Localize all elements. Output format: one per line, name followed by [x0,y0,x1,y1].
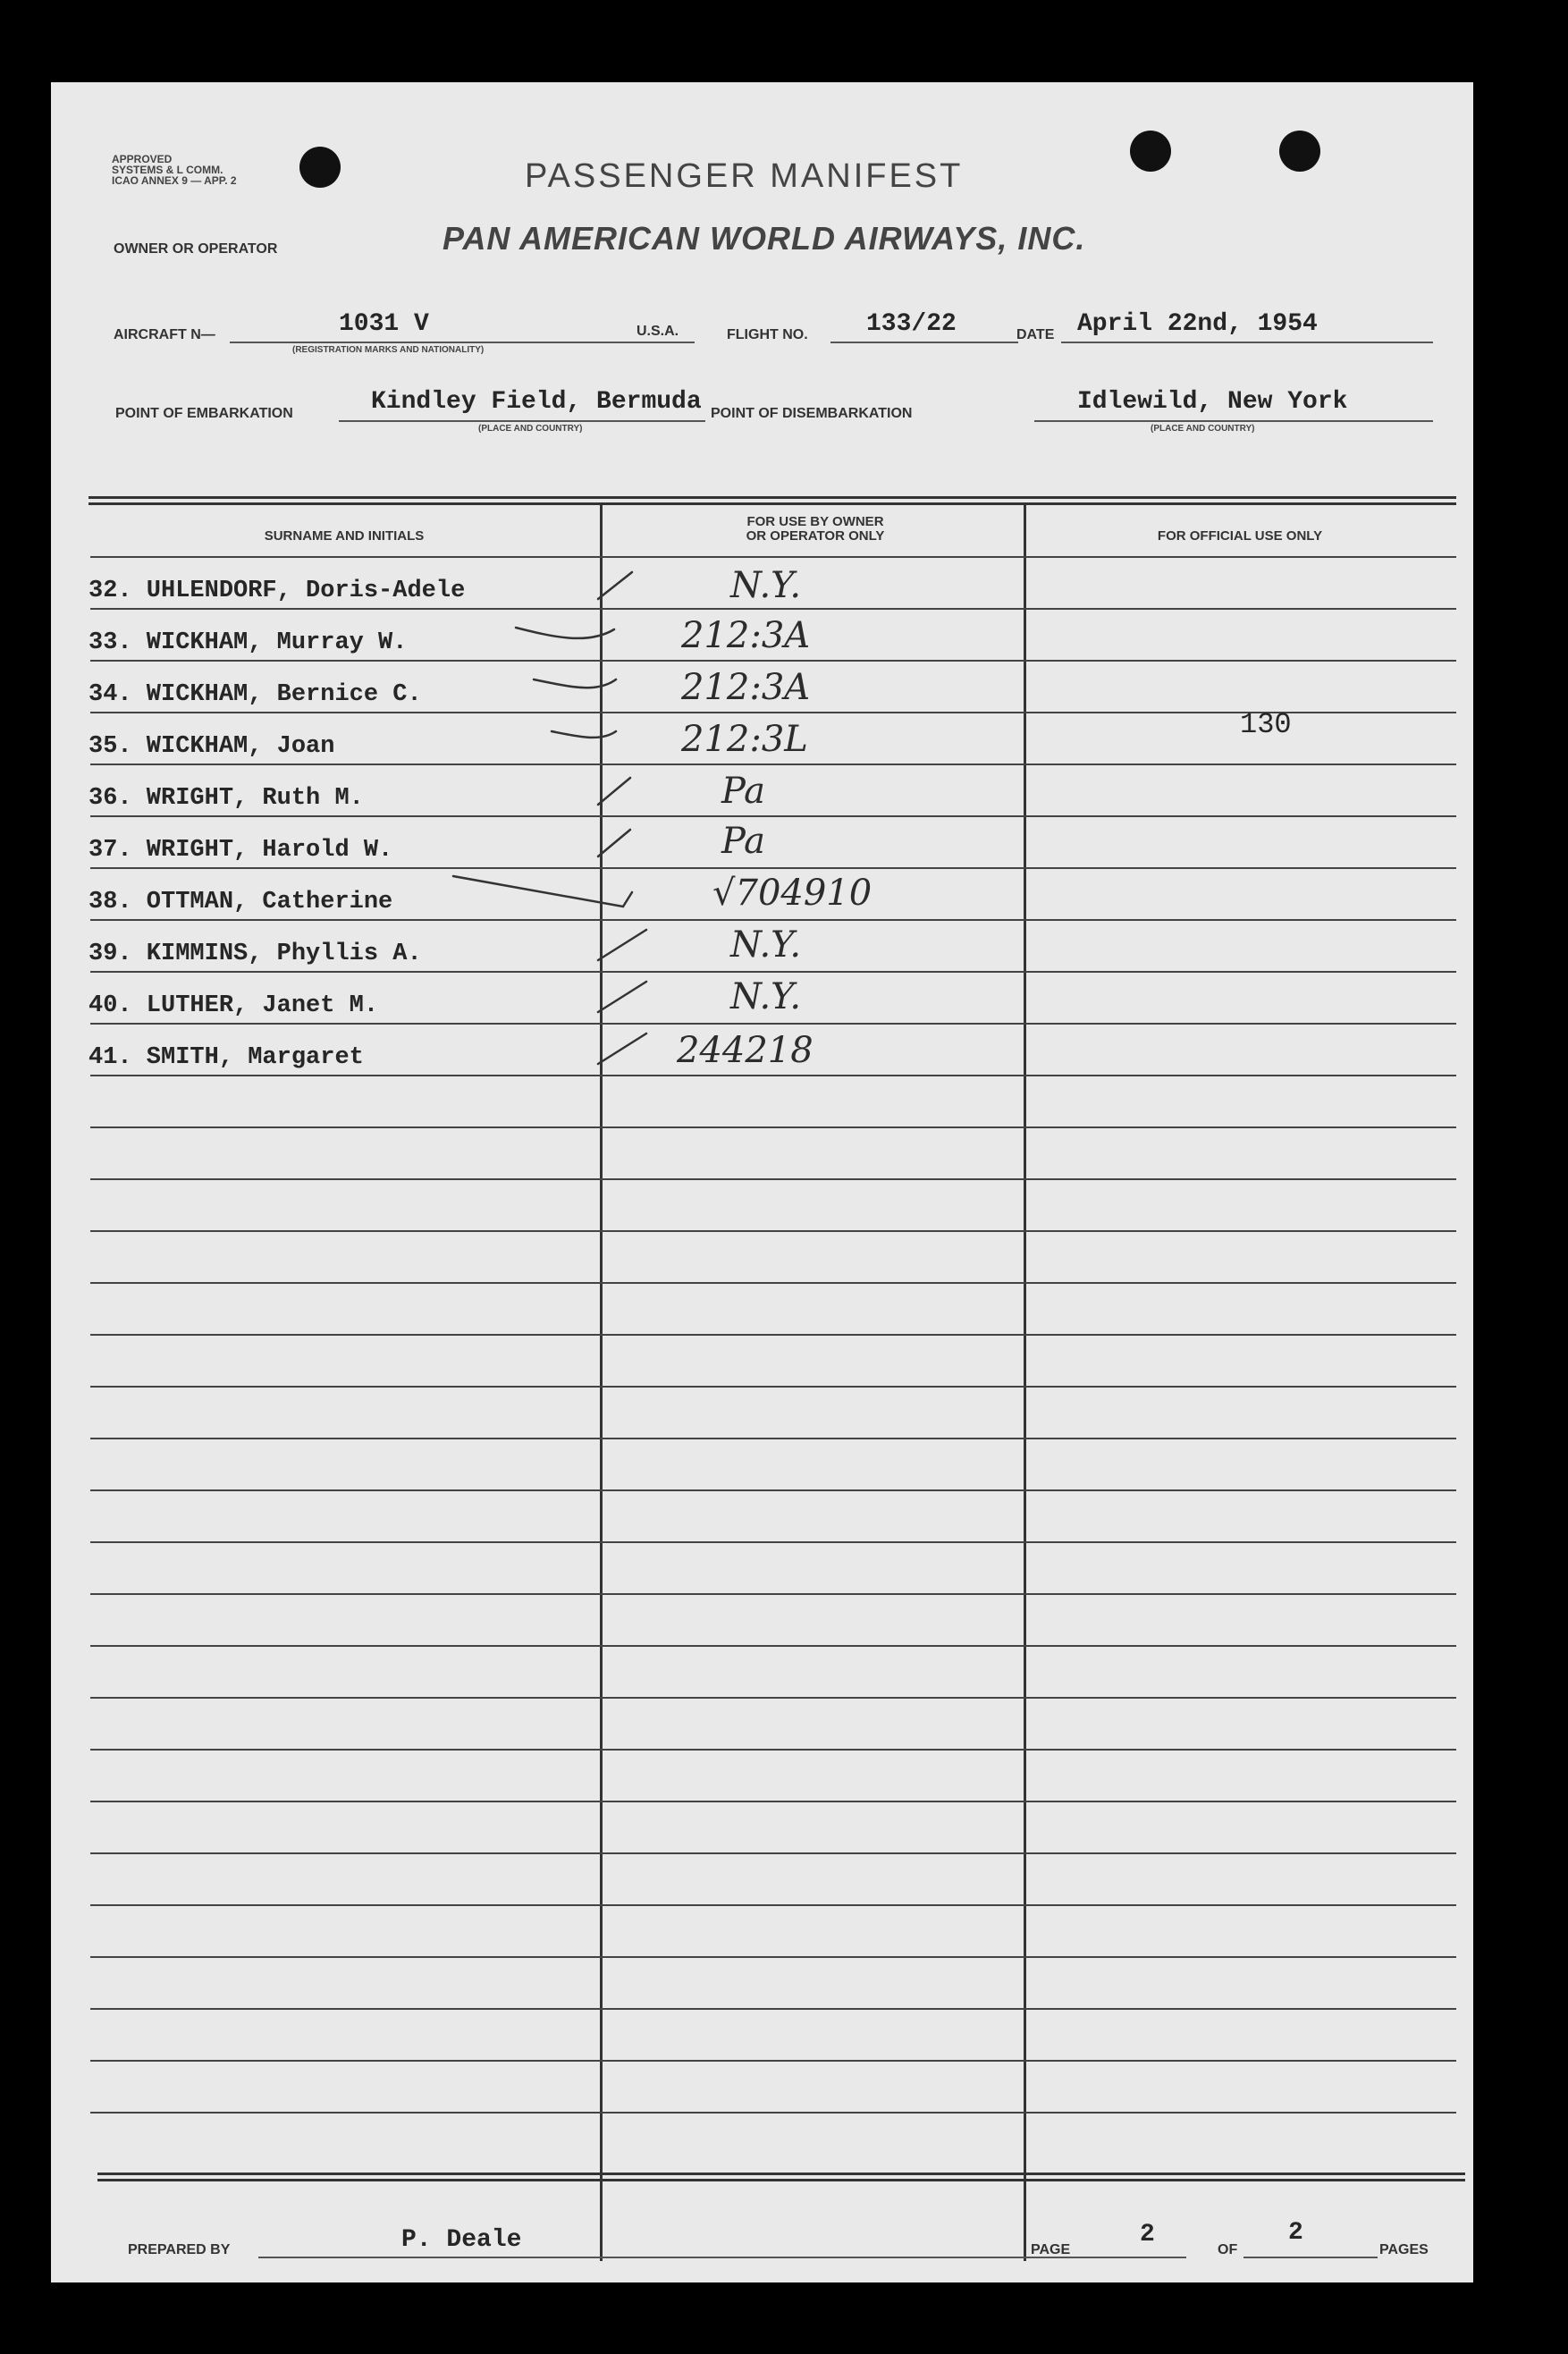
ruled-line [90,1282,1456,1284]
approval-line-3: ICAO ANNEX 9 — APP. 2 [112,174,237,187]
owner-note: 212:3A [681,667,811,708]
check-mark [598,830,630,856]
passenger-name: 32. UHLENDORF, Doris-Adele [89,578,466,604]
page-value: 2 [1140,2221,1155,2249]
check-mark [453,876,632,907]
owner-note: N.Y. [730,976,802,1017]
page-label: PAGE [1031,2242,1071,2257]
official-use-value: 130 [1240,708,1292,741]
check-mark [598,778,630,805]
column-header-surname: SURNAME AND INITIALS [264,528,425,544]
column-header-official: FOR OFFICIAL USE ONLY [1157,528,1323,544]
disembarkation-value: Idlewild, New York [1077,388,1348,416]
aircraft-label: AIRCRAFT N— [114,327,215,342]
embarkation-value: Kindley Field, Bermuda [371,388,702,416]
company-name: PAN AMERICAN WORLD AIRWAYS, INC. [443,220,1086,257]
column-header-owner-line-2: OR OPERATOR ONLY [746,528,885,544]
ruled-line [90,1593,1456,1595]
ruled-line [90,2112,1456,2114]
owner-note: Pa [721,771,765,812]
ruled-line [90,1697,1456,1699]
check-mark [516,628,614,638]
ruled-line [90,1801,1456,1802]
ruled-line [90,1386,1456,1388]
passenger-name: 41. SMITH, Margaret [89,1044,364,1071]
ruled-line [90,1178,1456,1180]
check-mark [598,1034,646,1064]
passenger-name: 37. WRIGHT, Harold W. [89,837,393,864]
aircraft-value: 1031 V [339,310,429,338]
approval-line-1: APPROVED [112,153,173,165]
passenger-name: 35. WICKHAM, Joan [89,733,335,760]
approval-line-2: SYSTEMS & L COMM. [112,164,223,176]
ruled-line [90,1438,1456,1439]
owner-note: N.Y. [730,565,802,606]
check-mark [598,930,646,960]
owner-note: √704910 [712,873,873,914]
ruled-line [90,1489,1456,1491]
passenger-name: 36. WRIGHT, Ruth M. [89,785,364,812]
owner-note: 244218 [677,1030,814,1071]
usa-label: U.S.A. [636,324,679,339]
owner-note: 212:3L [681,719,808,760]
date-value: April 22nd, 1954 [1077,310,1318,338]
ruled-line [90,2060,1456,2062]
date-label: DATE [1016,327,1055,342]
ruled-line [90,1904,1456,1906]
owner-note: 212:3A [681,615,811,656]
passenger-name: 34. WICKHAM, Bernice C. [89,681,422,708]
page-title: PASSENGER MANIFEST [525,157,964,195]
embarkation-label: POINT OF EMBARKATION [115,406,293,421]
column-header-owner-line-1: FOR USE BY OWNER [746,514,884,529]
owner-note: N.Y. [730,924,802,966]
disembarkation-label: POINT OF DISEMBARKATION [711,406,913,421]
check-mark [598,572,632,599]
pages-label: PAGES [1379,2242,1429,2257]
prepared-by-label: PREPARED BY [128,2242,231,2257]
check-mark [534,679,616,688]
ruled-line [90,2008,1456,2010]
ruled-line [90,1541,1456,1543]
check-mark [552,731,616,738]
passenger-name: 39. KIMMINS, Phyllis A. [89,941,422,967]
passenger-name: 40. LUTHER, Janet M. [89,992,379,1019]
prepared-by-value: P. Deale [401,2226,522,2254]
ruled-line [90,1956,1456,1958]
flight-value: 133/22 [866,310,957,338]
flight-label: FLIGHT NO. [727,327,808,342]
registration-caption: (REGISTRATION MARKS AND NATIONALITY) [292,345,485,355]
embarkation-place-caption: (PLACE AND COUNTRY) [478,424,583,434]
owner-label: OWNER OR OPERATOR [114,241,278,257]
of-value: 2 [1288,2219,1303,2247]
ruled-line [90,1852,1456,1854]
ruled-line [90,1749,1456,1751]
ruled-line [90,1645,1456,1647]
owner-note: Pa [721,821,765,862]
ruled-line [90,1230,1456,1232]
passenger-name: 33. WICKHAM, Murray W. [89,629,408,656]
passenger-name: 38. OTTMAN, Catherine [89,889,393,915]
ruled-line [90,1334,1456,1336]
check-marks [51,82,1473,1155]
of-label: OF [1218,2242,1238,2257]
manifest-sheet [51,82,1473,2282]
disembarkation-place-caption: (PLACE AND COUNTRY) [1151,424,1255,434]
check-mark [598,982,646,1012]
